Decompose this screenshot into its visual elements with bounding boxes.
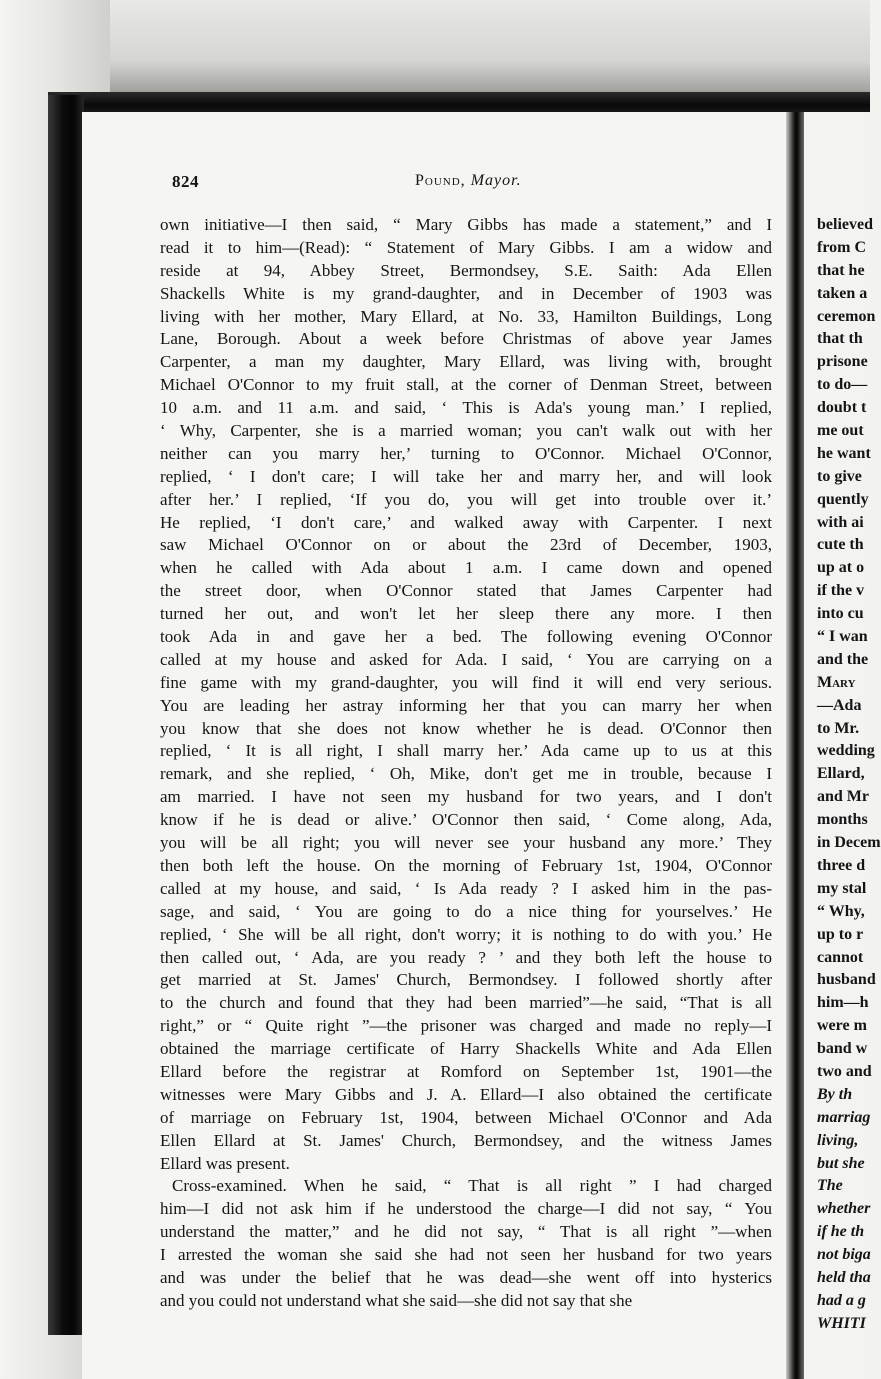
text-line: Michael O'Connor to my fruit stall, at the corner of Denman Street, between — [160, 375, 772, 395]
text-line: get married at St. James' Church, Bermondsey. I followed shortly after — [160, 970, 772, 990]
right-page-fragment: if the v — [817, 582, 865, 600]
right-page-fragment: prisone — [817, 353, 868, 371]
text-line: You are leading her astray informing her that you can marry her when — [160, 695, 772, 715]
right-page-fragment: cannot — [817, 948, 864, 966]
right-page-fragment: but she — [817, 1154, 865, 1172]
running-head — [160, 172, 785, 200]
right-page-fragment: and Mr — [817, 788, 869, 806]
right-page-fragment: taken a — [817, 284, 868, 302]
right-page-fragment: —Ada — [817, 696, 862, 714]
text-line: replied, ‘ I don't care; I will take her and marry her, and will look — [160, 466, 772, 486]
text-line: Carpenter, a man my daughter, Mary Ellard, was living with, brought — [160, 352, 772, 372]
book-edge-shadow — [48, 95, 84, 1335]
text-line: obtained the marriage certificate of Harry Shackells White and Ada Ellen — [160, 1039, 772, 1059]
text-line: right,” or “ Quite right ”—the prisoner was charged and made no reply—I — [160, 1016, 772, 1036]
right-page-fragment: and the — [817, 650, 869, 668]
text-line: read it to him—(Read): “ Statement of Mary Gibbs. I am a widow and — [160, 237, 772, 257]
text-line: Cross-examined. When he said, “ That is all right ” I had charged — [172, 1176, 772, 1196]
right-page-fragment: three d — [817, 856, 866, 874]
text-line: fine game with my grand-daughter, you will find it will end very serious. — [160, 672, 772, 692]
right-page-fragment: up at o — [817, 559, 865, 577]
text-line: Ellard was present. — [160, 1153, 290, 1173]
right-page-fragment: had a g — [817, 1291, 866, 1309]
text-line: sage, and said, ‘ You are going to do a nice thing for yourselves.’ He — [160, 901, 772, 921]
right-page-fragment: into cu — [817, 605, 864, 623]
text-line: reside at 94, Abbey Street, Bermondsey, S.E. Saith: Ada Ellen — [160, 260, 772, 280]
text-line: him—I did not ask him if he understood the charge—I did not say, “ You — [160, 1199, 772, 1219]
right-page-fragment: me out — [817, 422, 864, 440]
text-line: neither can you marry her,’ turning to O'Connor. Michael O'Connor, — [160, 443, 772, 463]
right-page-fragment: he want — [817, 444, 871, 462]
right-page-fragment: to do— — [817, 376, 868, 394]
right-page-fragment: him—h — [817, 994, 869, 1012]
text-line: know if he is dead or alive.’ O'Connor then said, ‘ Come along, Ada, — [160, 810, 772, 830]
right-page-fragment: Mary — [817, 673, 856, 691]
right-page-fragment: from C — [817, 238, 867, 256]
text-line: remark, and she replied, ‘ Oh, Mike, don't get me in trouble, because I — [160, 764, 772, 784]
text-line: replied, ‘ It is all right, I shall marry her.’ Ada came up to us at this — [160, 741, 772, 761]
text-line: am married. I have not seen my husband for two years, and I don't — [160, 787, 772, 807]
text-line: called at my house, and said, ‘ Is Ada ready ? I asked him in the pas- — [160, 878, 772, 898]
right-page-fragment: doubt t — [817, 399, 867, 417]
text-line: of marriage on February 1st, 1904, between Michael O'Connor and Ada — [160, 1107, 772, 1127]
right-page-fragment: that th — [817, 330, 863, 348]
right-page-fragment: not biga — [817, 1246, 871, 1264]
right-page-fragment: husband — [817, 971, 876, 989]
right-page-fragment: cute th — [817, 536, 864, 554]
right-page-fragment: band w — [817, 1040, 868, 1058]
text-line: called at my house and asked for Ada. I said, ‘ You are carrying on a — [160, 649, 772, 669]
right-page-text-fragments — [817, 214, 881, 1336]
text-line: after her.’ I replied, ‘If you do, you will get into trouble over it.’ — [160, 489, 772, 509]
right-page-fragment: ceremon — [817, 307, 876, 325]
right-page-fragment: that he — [817, 261, 865, 279]
text-line: then called out, ‘ Ada, are you ready ? ’ and they both left the house to — [160, 947, 772, 967]
right-page-fragment: “ I wan — [817, 628, 868, 646]
text-line: 10 a.m. and 11 a.m. and said, ‘ This is Ada's young man.’ I replied, — [160, 398, 772, 418]
text-line: Shackells White is my grand-daughter, and in December of 1903 was — [160, 283, 772, 303]
text-line: Lane, Borough. About a week before Christmas of above year James — [160, 329, 772, 349]
text-line: to the church and found that they had been married”—he said, “That is all — [160, 993, 772, 1013]
text-line: when he called with Ada about 1 a.m. I came down and opened — [160, 558, 772, 578]
right-page-fragment: my stal — [817, 879, 867, 897]
right-page-fragment: whether — [817, 1200, 871, 1218]
book-top-edge-shadow — [48, 92, 870, 114]
right-page-fragment: up to r — [817, 925, 864, 943]
running-head-title — [415, 172, 522, 190]
text-line: turned her out, and won't let her sleep there any more. I then — [160, 604, 772, 624]
text-line: replied, ‘ She will be all right, don't worry; it is nothing to do with you.’ He — [160, 924, 772, 944]
text-line: you will be all right; you will never see your husband any more.’ They — [160, 833, 772, 853]
text-line: and you could not understand what she said—she did not say that she — [160, 1290, 633, 1310]
text-line: Ellard before the registrar at Romford on September 1st, 1901—the — [160, 1061, 772, 1081]
text-line: own initiative—I then said, “ Mary Gibbs has made a statement,” and I — [160, 215, 772, 234]
body-text — [160, 214, 772, 1313]
text-line: witnesses were Mary Gibbs and J. A. Ellard—I also obtained the certificate — [160, 1084, 772, 1104]
right-page-fragment: to give — [817, 467, 862, 485]
right-page-fragment: living, — [817, 1131, 859, 1149]
right-page-fragment: were m — [817, 1017, 867, 1035]
text-line: took Ada in and gave her a bed. The following evening O'Connor — [160, 627, 772, 647]
right-page-fragment: believed — [817, 216, 873, 233]
text-line: then both left the house. On the morning of February 1st, 1904, O'Connor — [160, 855, 772, 875]
right-page-fragment: two and — [817, 1062, 872, 1080]
right-page-fragment: quently — [817, 490, 869, 508]
text-line: I arrested the woman she said she had not seen her husband for two years — [160, 1245, 772, 1265]
right-page-fragment: with ai — [817, 513, 864, 531]
book-gutter — [786, 112, 804, 1379]
right-page-fragment: “ Why, — [817, 902, 865, 920]
right-page-fragment: marriag — [817, 1108, 871, 1126]
right-page-fragment: The — [817, 1177, 843, 1195]
text-line: living with her mother, Mary Ellard, at No. 33, Hamilton Buildings, Long — [160, 306, 772, 326]
right-page-fragment: WHITI — [817, 1314, 866, 1332]
text-line: you know that she does not know whether he is dead. O'Connor then — [160, 718, 772, 738]
right-page-fragment: wedding — [817, 742, 875, 760]
page-number: 824 — [172, 172, 199, 191]
text-line: ‘ Why, Carpenter, she is a married woman; you can't walk out with her — [160, 421, 772, 441]
text-line: He replied, ‘I don't care,’ and walked away with Carpenter. I next — [160, 512, 772, 532]
text-line: the street door, when O'Connor stated that James Carpenter had — [160, 581, 772, 601]
right-page-fragment: to Mr. — [817, 719, 860, 737]
text-line: saw Michael O'Connor on or about the 23rd of December, 1903, — [160, 535, 772, 555]
right-page-fragment: Ellard, — [817, 765, 865, 783]
right-page-fragment: By th — [817, 1085, 853, 1103]
running-head-role: Mayor. — [470, 172, 522, 189]
running-head-name: Pound, — [415, 172, 466, 189]
right-page-fragment: months — [817, 811, 868, 829]
text-line: Ellen Ellard at St. James' Church, Bermondsey, and the witness James — [160, 1130, 772, 1150]
text-line: and was under the belief that he was dead—she went off into hysterics — [160, 1267, 772, 1287]
text-line: understand the matter,” and he did not say, “ That is all right ”—when — [160, 1222, 772, 1242]
right-page-fragment: if he th — [817, 1223, 865, 1241]
right-page-fragment: held tha — [817, 1268, 871, 1286]
right-page-fragment: in Decem — [817, 834, 881, 852]
